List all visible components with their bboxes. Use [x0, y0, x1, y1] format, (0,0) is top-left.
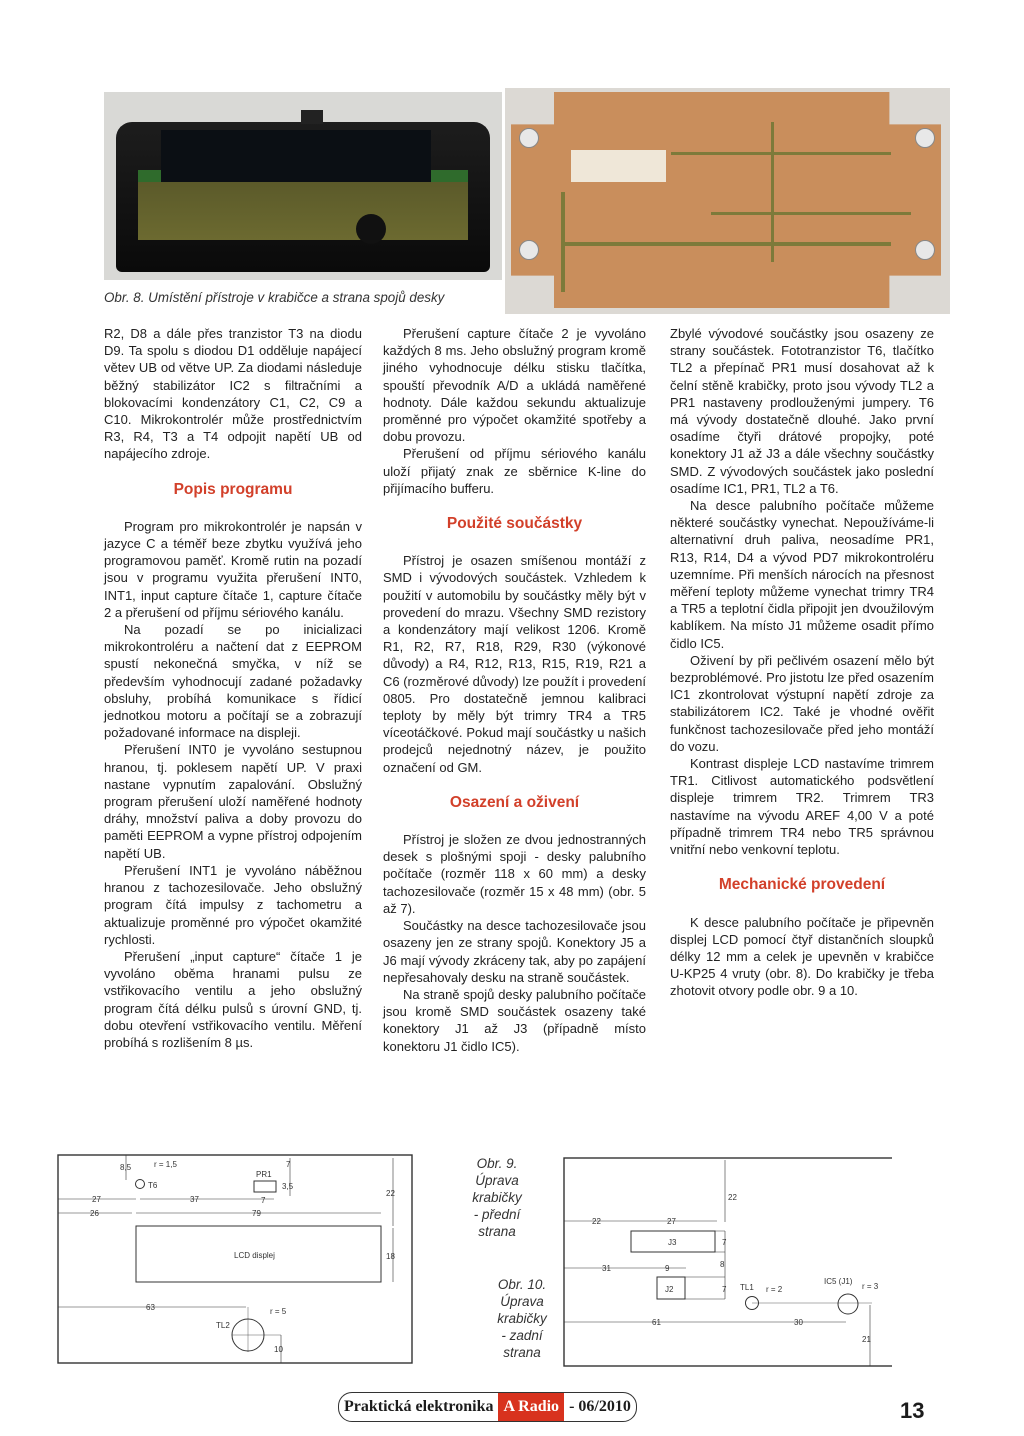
section-heading: Použité součástky	[446, 515, 583, 533]
svg-text:7: 7	[261, 1196, 266, 1205]
svg-text:r = 3: r = 3	[862, 1282, 879, 1291]
screw-icon	[915, 128, 935, 148]
svg-text:22: 22	[728, 1193, 737, 1202]
svg-text:18: 18	[386, 1252, 395, 1261]
svg-text:26: 26	[90, 1209, 99, 1218]
section-heading: Popis programu	[173, 480, 293, 498]
svg-text:79: 79	[252, 1209, 261, 1218]
svg-text:30: 30	[794, 1318, 803, 1327]
svg-text:T6: T6	[148, 1181, 158, 1190]
paragraph: Na desce palubního počítače můžeme některé součástky vynechat. Nepoužíváme-li alternativní druh paliva, neosadíme PR1, R13, R14, D4 a vývod PD7 mikrokontroléru uzemníme. Při menších nárocích na přesnost měření teploty můžeme vynechat trimry TR4 a TR5 a teplotní čidla připojit jen dvoužilovým kablíkem. Na místo J1 můžeme osadit přímo čidlo IC5.	[670, 498, 934, 651]
dimension-label: 8,5	[120, 1163, 132, 1172]
plastic-enclosure	[116, 122, 490, 272]
paragraph: Oživení by při pečlivém osazení mělo být bezproblémové. Pro jistotu lze před osazením IC1 zkontrolovat výstupní napětí zdroje za stabilizátorem IC2. Také je vhodné ověřit funkčnost tachozesilovače před jeho montáží do vozu.	[670, 652, 934, 754]
caption-line: krabičky	[472, 1190, 522, 1205]
svg-text:LCD displej: LCD displej	[234, 1251, 275, 1260]
paragraph: Přístroj je složen ze dvou jednostranných desek s plošnými spoji - desky palubního počítače (rozměr 118 x 60 mm) a desky tachozesilovače (rozměr 15 x 48 mm) (obr. 5 až 7).	[383, 832, 646, 916]
svg-text:61: 61	[652, 1318, 661, 1327]
paragraph: Přerušení capture čítače 2 je vyvoláno každých 8 ms. Jeho obslužný program kromě jiného vyhodnocuje délku stisku tlačítka, spouští převodník A/D a ukládá naměřené hodnoty. Dále každou sekundu aktualizuje proměnné pro výpočet okamžité spotřeby a dobu provozu.	[383, 326, 646, 445]
svg-text:PR1: PR1	[256, 1170, 272, 1179]
svg-text:J3: J3	[668, 1238, 677, 1247]
paragraph: K desce palubního počítače je připevněn displej LCD pomocí čtyř distančních sloupků délky 12 mm a celek je upevněn v krabičce U-KP25 4 vruty (obr. 8). Do krabičky je třeba zhotovit otvory podle obr. 9 a 10.	[670, 914, 934, 999]
article-column-3	[670, 325, 934, 1000]
article-column-1	[104, 325, 362, 1051]
buzzer	[356, 214, 386, 244]
screw-icon	[519, 240, 539, 260]
pcb-trace	[561, 242, 891, 246]
pcb-solder-side-photo	[505, 88, 950, 314]
paragraph: Přerušení od příjmu sériového kanálu uloží přijatý znak ze sběrnice K-line do přijímacího bufferu.	[383, 446, 646, 496]
page-number: 13	[900, 1398, 925, 1423]
caption-line: strana	[503, 1345, 541, 1360]
svg-text:9: 9	[665, 1264, 670, 1273]
lcd-display	[161, 130, 431, 189]
svg-text:TL1: TL1	[740, 1283, 754, 1292]
caption-line: - zadní	[501, 1328, 543, 1343]
section-heading: Mechanické provedení	[718, 876, 886, 894]
caption-line: strana	[478, 1224, 516, 1239]
svg-text:37: 37	[190, 1195, 199, 1204]
svg-text:63: 63	[146, 1303, 155, 1312]
paragraph: Přístroj je osazen smíšenou montáží z SMD i vývodových součástek. Vzhledem k použití v automobilu by součástky měly být v provedení do mrazu. Všechny SMD rezistory a kondenzátory mají velikost 1206. Kromě R1, R2, R7, R18, R29, R30 (výkonové důvody) a R4, R12, R13, R15, R19, R21 a C6 (rozměrové důvody) lze použít i provedení 0805. Pro dostatečně jemnou kalibraci teploty by měly být trimry TR4 a TR5 víceotáčkové. Pokud mají součástky u našich prodejců nejednotný název, je použito označení od GM.	[383, 553, 647, 775]
svg-text:8: 8	[720, 1260, 725, 1269]
svg-text:TL2: TL2	[216, 1321, 230, 1330]
pcb-copper-board	[511, 92, 941, 308]
svg-text:31: 31	[602, 1264, 611, 1273]
svg-text:3,5: 3,5	[282, 1182, 294, 1191]
issue-number: - 06/2010	[569, 1398, 631, 1415]
pcb-trace	[771, 122, 774, 262]
figure-9-front-panel-drawing	[56, 1152, 416, 1372]
screw-icon	[915, 240, 935, 260]
figure-10-caption	[490, 1276, 554, 1361]
caption-line: Úprava	[475, 1173, 519, 1188]
svg-text:10: 10	[274, 1345, 283, 1354]
figure-10-rear-panel-drawing	[562, 1152, 892, 1372]
svg-text:22: 22	[592, 1217, 601, 1226]
paragraph: Na pozadí se po inicializaci mikrokontroléru a načtení dat z EEPROM spustí nekonečná smyčka, v níž se především vyhodnocují zadané požadavky obsluhy, probíhá komunikace s řídicí jednotkou motoru a počítají se a zobrazují požadované informace na displeji.	[104, 622, 362, 741]
paragraph: Přerušení „input capture“ čítače 1 je vyvoláno oběma hranami pulsu ze vstřikovacího ventilu a jeho obslužný program čítá délku pulsů s úrovní GND, tj. dobu otevření vstřikovacího ventilu. Měření probíhá s rozlišením 8 µs.	[104, 948, 362, 1050]
svg-text:27: 27	[92, 1195, 101, 1204]
paragraph: Kontrast displeje LCD nastavíme trimrem TR1. Citlivost automatického podsvětlení displeje trimrem TR2. Trimrem TR3 nastavíme na vývodu AREF 4,00 V a poté případně trimrem TR4 nebo TR5 správnou vnitřní nebo venkovní teplotu.	[670, 756, 934, 858]
article-column-2	[383, 325, 646, 1055]
svg-text:7: 7	[722, 1238, 727, 1247]
magazine-footer-badge	[338, 1392, 637, 1422]
pcb-trace	[711, 212, 911, 215]
paragraph: Přerušení INT0 je vyvoláno sestupnou hranou, tj. poklesem napětí UP. V praxi nastane vypnutím zapalování. Obslužný program přerušení uloží naměřené hodnoty dráhy, množství paliva a doby provozu do paměti EEPROM a vypne přístroj odpojením napětí UB.	[104, 742, 362, 861]
paragraph: Na straně spojů desky palubního počítače jsou kromě SMD součástek osazeny také konektory J1 až J3 (případně místo konektoru J1 čidlo IC5).	[383, 986, 646, 1054]
svg-text:7: 7	[286, 1160, 291, 1169]
magazine-badge: A Radio	[498, 1393, 564, 1421]
screw-icon	[519, 128, 539, 148]
svg-text:7: 7	[722, 1285, 727, 1294]
section-heading: Osazení a oživení	[449, 793, 580, 811]
magazine-name: Praktická elektronika	[344, 1398, 494, 1415]
device-in-box-photo	[104, 92, 502, 280]
pcb-trace	[561, 192, 565, 292]
svg-text:22: 22	[386, 1189, 395, 1198]
caption-line: Obr. 9.	[476, 1156, 518, 1171]
caption-line: - přední	[473, 1207, 521, 1222]
svg-text:J2: J2	[665, 1285, 674, 1294]
push-button	[301, 110, 323, 124]
svg-text:IC5 (J1): IC5 (J1)	[824, 1277, 853, 1286]
connector	[571, 150, 666, 182]
pcb-board	[138, 182, 468, 240]
svg-text:27: 27	[667, 1217, 676, 1226]
svg-text:r = 1,5: r = 1,5	[154, 1160, 177, 1169]
caption-line: Obr. 10.	[497, 1277, 547, 1292]
paragraph: Přerušení INT1 je vyvoláno náběžnou hranou z tachozesilovače. Jeho obslužný program čítá impulsy z tachometru a aktualizuje proměnné pro výpočet okamžité rychlosti.	[104, 862, 362, 947]
caption-line: Úprava	[500, 1294, 544, 1309]
svg-text:r = 2: r = 2	[766, 1285, 783, 1294]
caption-line: krabičky	[497, 1311, 547, 1326]
figure-9-caption	[466, 1155, 528, 1240]
paragraph: Program pro mikrokontrolér je napsán v jazyce C a téměř beze zbytku využívá jeho programovou paměť. Kromě rutin na pozadí jsou v programu využita přerušení INT0, INT1, input capture čítače 1, capture čítače 2 a přerušení od příjmu sériového kanálu.	[104, 518, 362, 620]
svg-text:r = 5: r = 5	[270, 1307, 287, 1316]
svg-text:21: 21	[862, 1335, 871, 1344]
paragraph: R2, D8 a dále přes tranzistor T3 na diodu D9. Ta spolu s diodou D1 odděluje napájecí větev UB od větve UP. Za diodami následuje běžný stabilizátor IC2 s filtračními a blokovacími kondenzátory C1, C2, C9 a C10. Mikrokontrolér může prostřednictvím R3, R4, T3 a T4 odpojit napětí UB od napájecího zdroje.	[104, 326, 362, 462]
figure-8-caption: Obr. 8. Umístění přístroje v krabičce a strana spojů desky	[104, 290, 445, 305]
paragraph: Zbylé vývodové součástky jsou osazeny ze strany součástek. Fototranzistor T6, tlačítko TL2 a přepínač PR1 musí dosahovat až k čelní stěně krabičky, proto jsou vývody TL2 a PR1 nastaveny prodlouženými jumpery. T6 má vývody dostatečně dlouhé. Jako první osadíme čtyři drátové propojky, poté konektory J1 až J3 a dále všechny součástky SMD. Z vývodových součástek jako poslední osadíme IC1, PR1, TL2 a T6.	[670, 326, 934, 496]
paragraph: Součástky na desce tachozesilovače jsou osazeny jen ze strany spojů. Konektory J5 a J6 mají vývody zkráceny tak, aby po zapájení nepřesahovaly desku na straně součástek.	[383, 918, 646, 985]
pcb-trace	[671, 152, 891, 155]
